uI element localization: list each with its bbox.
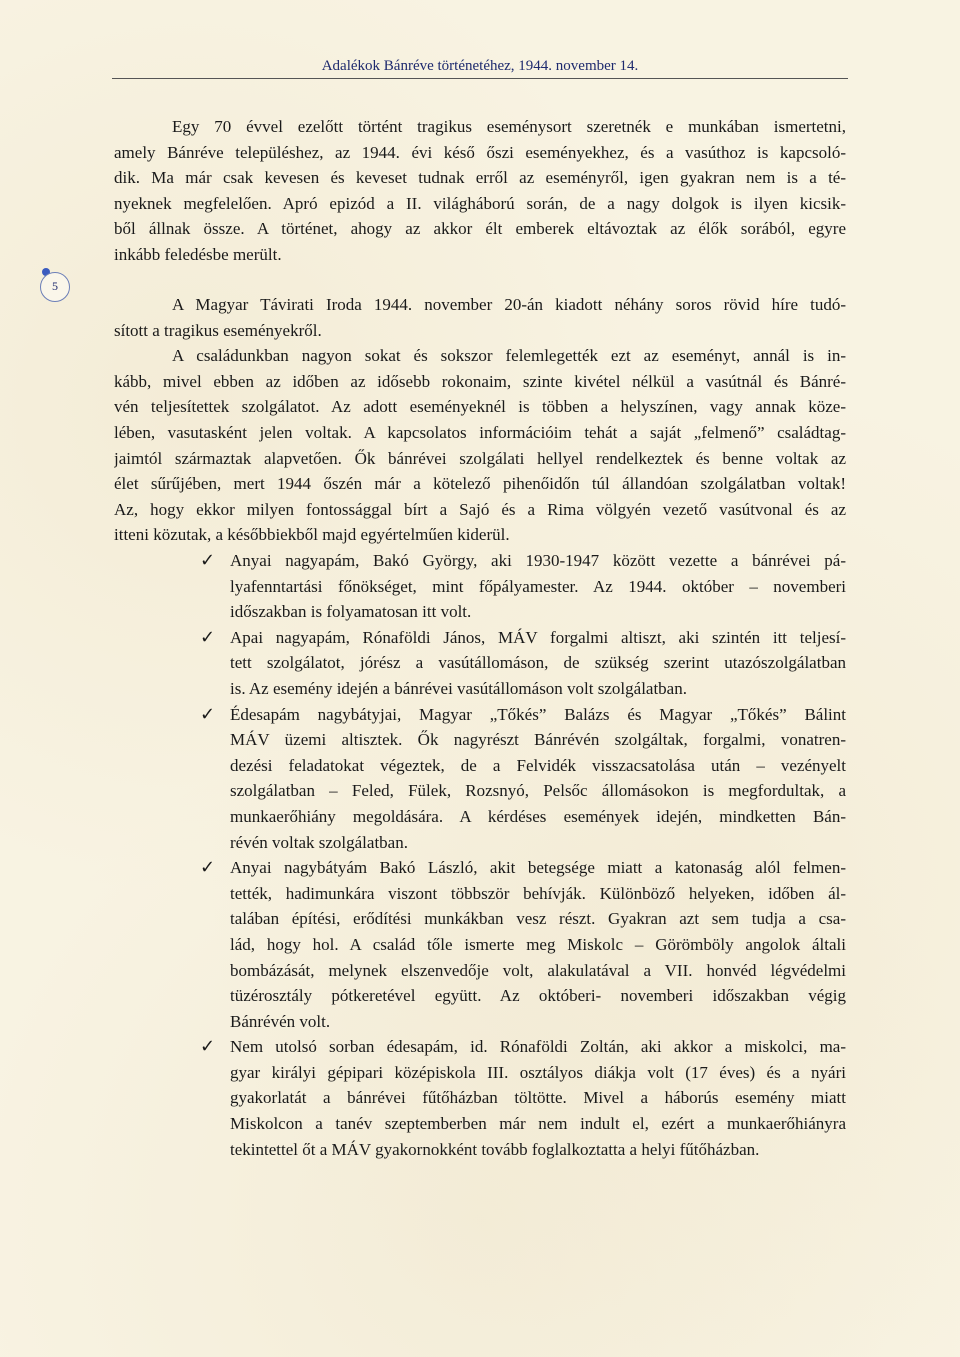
report-line: A családunkban nagyon sokat és sokszor felemlegették ezt az eseményt, annál is in- bbox=[172, 346, 846, 366]
intro-paragraph bbox=[114, 114, 846, 268]
checklist-line: lyafenntartási főnökséget, mint főpályamester. Az 1944. október – novemberi bbox=[230, 576, 846, 596]
report-paragraph bbox=[114, 292, 846, 548]
checklist-line: munkaerőhiány megoldására. A kérdéses események idején, mindketten Bán- bbox=[230, 806, 846, 826]
report-line: élet sűrűjében, mert 1944 őszén már a kötelező pihenőidőn túl állandóan szolgálatban voltak! bbox=[114, 474, 846, 494]
checklist-line: tüzérosztály pótkeretével együtt. Az októberi- novemberi időszakban végig bbox=[230, 986, 846, 1006]
intro-line: inkább feledésbe merült. bbox=[114, 244, 282, 264]
checklist-line: Miskolcon a tanév szeptemberben már nem indult el, ezért a munkaerőhiányra bbox=[230, 1114, 846, 1134]
intro-line: ből állnak össze. A történet, ahogy az akkor élt emberek eltávoztak az élők sorából, egyre bbox=[114, 219, 846, 239]
intro-line: Egy 70 évvel ezelőtt történt tragikus eseménysort szeretnék e munkában ismertetni, bbox=[172, 117, 846, 136]
checklist-line: lád, hogy hol. A család tőle ismerte meg Miskolc – Görömböly angolok általi bbox=[230, 934, 846, 954]
intro-line: dik. Ma már csak kevesen és keveset tudnak erről az eseményről, igen gyakran nem is a té- bbox=[114, 168, 846, 188]
report-line: Az, hogy ekkor milyen fontossággal bírt a Sajó és a Rima völgyén vezető vasútvonal és az bbox=[114, 499, 846, 519]
intro-line: nyeknek megfelelően. Apró epizód a II. világháború során, de a nagy dolgok is ilyen kicsik- bbox=[114, 193, 846, 213]
header-rule bbox=[112, 78, 848, 79]
checklist-line: talában építési, erődítési munkákban vesz részt. Gyakran azt sem tudja a csa- bbox=[230, 909, 846, 929]
report-line: lében, vasutasként jelen voltak. A kapcsolatos információim tehát a saját „felmenő” családtag- bbox=[114, 422, 846, 442]
checklist-line: gyakorlatát a bánrévei fűtőházban töltötte. Mivel a háborús esemény miatt bbox=[230, 1088, 846, 1108]
checklist-line: Bánrévén volt. bbox=[230, 1011, 331, 1031]
report-line: vén teljesítettek szolgálatot. Az adott eseményeknél is többen a helyszínen, vagy annak köze- bbox=[114, 397, 846, 417]
report-line: sított a tragikus eseményekről. bbox=[114, 320, 322, 340]
checklist-line: Apai nagyapám, Rónaföldi János, MÁV forgalmi altiszt, aki szintén itt teljesí- bbox=[230, 627, 846, 647]
checkmark-icon: ✓ bbox=[200, 626, 216, 648]
report-line: A Magyar Távirati Iroda 1944. november 20-án kiadott néhány soros rövid híre tudó- bbox=[172, 295, 846, 314]
checklist-line: Anyai nagybátyám Bakó László, akit betegsége miatt a katonaság alól felmen- bbox=[230, 858, 846, 878]
checklist-line: Nem utolsó sorban édesapám, id. Rónaföldi Zoltán, aki akkor a miskolci, ma- bbox=[230, 1037, 846, 1057]
checklist-line: is. Az esemény idején a bánrévei vasútállomáson volt szolgálatban. bbox=[230, 678, 687, 698]
checkmark-icon: ✓ bbox=[200, 857, 216, 879]
checklist-line: gyar királyi gépipari középiskola III. osztályos diákja volt (17 éves) és a nyári bbox=[230, 1062, 846, 1082]
checklist-line: szolgálatban – Feled, Fülek, Rozsnyó, Pelsőc állomásokon is megfordultak, a bbox=[230, 781, 846, 801]
checklist-line: bombázását, melynek elszenvedője volt, alakulatával a VII. honvéd légvédelmi bbox=[230, 960, 846, 980]
checklist-item bbox=[114, 625, 846, 702]
checklist-line: Anyai nagyapám, Bakó György, aki 1930-1947 között vezette a bánrévei pá- bbox=[230, 551, 846, 570]
checklist-line: révén voltak szolgálatban. bbox=[230, 832, 408, 852]
checklist-item bbox=[114, 855, 846, 1034]
checkmark-icon: ✓ bbox=[200, 1036, 216, 1058]
checklist-line: MÁV üzemi altisztek. Ők nagyrészt Bánrévén szolgáltak, forgalmi, vonatren- bbox=[230, 730, 846, 750]
checklist-line: tették, hadimunkára viszont többször behívják. Különböző helyeken, időben ál- bbox=[230, 883, 846, 903]
checklist-line: tekintettel őt a MÁV gyakornokként tovább foglalkoztatta a helyi fűtőházban. bbox=[230, 1139, 760, 1159]
running-header: Adalékok Bánréve történetéhez, 1944. november 14. bbox=[321, 58, 639, 74]
intro-line: amely Bánréve településhez, az 1944. évi késő őszi eseményekhez, és a vasúthoz is kapcsoló- bbox=[114, 142, 846, 162]
page-number: 5 bbox=[40, 272, 70, 302]
checklist-item bbox=[114, 702, 846, 856]
checklist-item bbox=[114, 1034, 846, 1162]
checklist-line: időszakban is folyamatosan itt volt. bbox=[230, 602, 472, 622]
report-line: jaimtól származtak alapvetően. Ők bánrévei szolgálati hellyel rendelkeztek és benne voltak az bbox=[114, 448, 846, 468]
checklist-line: dezési feladatokat végeztek, de a Felvidék visszacsatolása után – vezényelt bbox=[230, 755, 846, 775]
checklist-line: tett szolgálatot, jórész a vasútállomáson, de szükség szerint utazószolgálatban bbox=[230, 653, 846, 673]
checkmark-icon: ✓ bbox=[200, 703, 216, 725]
relatives-checklist bbox=[114, 548, 846, 1162]
checkmark-icon: ✓ bbox=[200, 550, 216, 571]
report-line: kább, mivel ebben az időben az idősebb rokonaim, szinte kivétel nélkül a vasútnál és Bánré- bbox=[114, 371, 846, 391]
checklist-item bbox=[114, 548, 846, 625]
checklist-line: Édesapám nagybátyjai, Magyar „Tőkés” Balázs és Magyar „Tőkés” Bálint bbox=[230, 704, 846, 724]
report-line: itteni közutak, a későbbiekből majd egyértelműen kiderül. bbox=[114, 525, 510, 545]
